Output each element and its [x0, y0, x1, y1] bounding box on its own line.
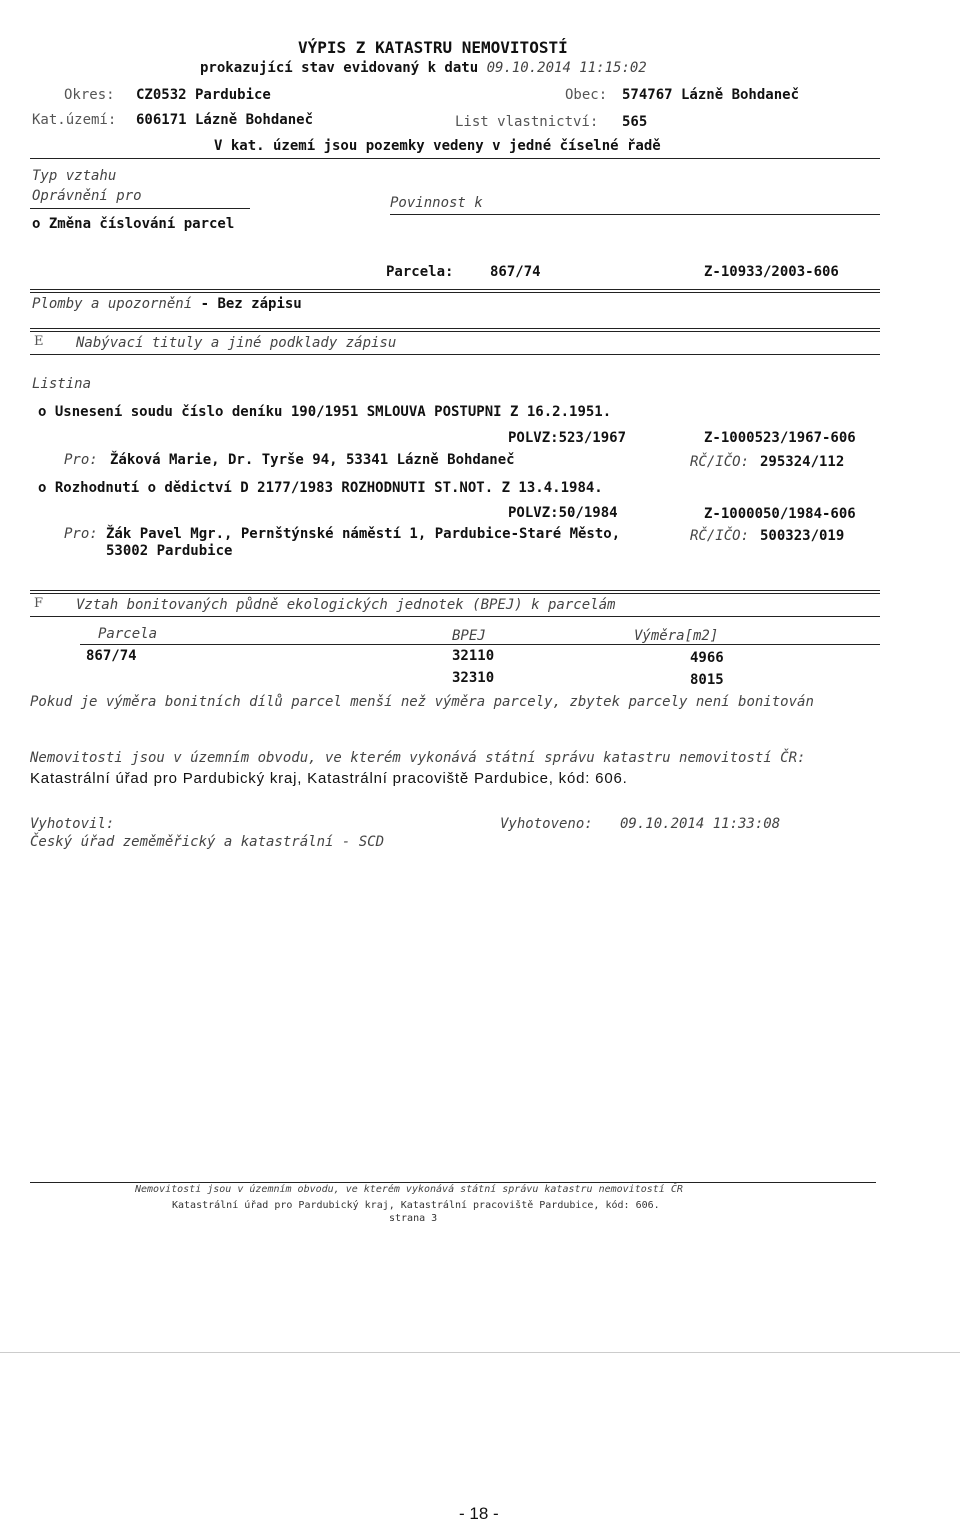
typ-vztahu-heading: Typ vztahu: [32, 168, 117, 184]
rc-ico-value: 295324/112: [760, 454, 845, 470]
subtitle-date: 09.10.2014 11:15:02: [486, 60, 647, 76]
divider: [30, 593, 880, 594]
vyhotovil-value: Český úřad zeměměřický a katastrální - SCD: [30, 834, 385, 850]
plomby-label: Plomby a upozornění: [32, 296, 193, 312]
pro-label: Pro:: [64, 526, 98, 542]
divider: [30, 289, 880, 290]
divider: [30, 590, 880, 591]
col-vymera-header: Výměra[m2]: [634, 628, 719, 644]
page-footer-strana: strana 3: [389, 1213, 438, 1224]
opravneni-pro-heading: Oprávnění pro: [32, 188, 142, 204]
section-f-title: Vztah bonitovaných půdně ekologických jednotek (BPEJ) k parcelám: [76, 597, 616, 613]
lv-label: List vlastnictví:: [455, 114, 599, 130]
col-parcela-header: Parcela: [98, 626, 158, 642]
pro-value: Žák Pavel Mgr., Pernštýnské náměstí 1, Pardubice-Staré Město,: [106, 526, 621, 542]
povinnost-k-heading: Povinnost k: [390, 195, 483, 211]
listina-heading: Listina: [32, 376, 92, 392]
katuzemi-label: Kat.území:: [32, 112, 117, 128]
subtitle-prefix: prokazující stav evidovaný k datu: [200, 60, 479, 76]
polvz-value: POLVZ:523/1967: [508, 430, 627, 446]
bpej-code: 32110: [452, 648, 495, 664]
okres-label: Okres:: [64, 87, 115, 103]
divider: [30, 208, 250, 209]
pro-value: Žáková Marie, Dr. Tyrše 94, 53341 Lázně Bohdaneč: [110, 452, 515, 468]
divider: [30, 354, 880, 355]
polvz-value: POLVZ:50/1984: [508, 505, 618, 521]
bpej-vymera: 4966: [690, 650, 724, 666]
divider: [30, 158, 880, 159]
vyhotoveno-value: 09.10.2014 11:33:08: [620, 816, 781, 832]
listina-item-text: o Usnesení soudu číslo deníku 190/1951 SMLOUVA POSTUPNI Z 16.2.1951.: [38, 404, 612, 420]
section-f-letter: F: [34, 596, 44, 611]
section-e-title: Nabývací tituly a jiné podklady zápisu: [76, 335, 397, 351]
lv-value: 565: [622, 114, 648, 130]
rc-ico-label: RČ/IČO:: [690, 454, 750, 470]
parcela-label: Parcela:: [386, 264, 454, 280]
plomby-value: - Bez zápisu: [200, 296, 302, 312]
divider: [30, 1182, 876, 1183]
okres-value: CZ0532 Pardubice: [136, 87, 271, 103]
document-title: VÝPIS Z KATASTRU NEMOVITOSTÍ: [298, 38, 568, 57]
divider: [80, 644, 880, 645]
katuzemi-value: 606171 Lázně Bohdaneč: [136, 112, 314, 128]
vyhotoveno-label: Vyhotoveno:: [500, 816, 593, 832]
vyhotovil-label: Vyhotovil:: [30, 816, 115, 832]
page-number: - 18 -: [459, 1504, 499, 1523]
rc-ico-label: RČ/IČO:: [690, 528, 750, 544]
bpej-vymera: 8015: [690, 672, 724, 688]
zmena-cislovani-item: o Změna číslování parcel: [32, 216, 235, 232]
katastr-office-name: Katastrální úřad pro Pardubický kraj, Katastrální pracoviště Pardubice, kód: 606.: [30, 770, 628, 787]
bonitace-note: Pokud je výměra bonitních dílů parcel menší než výměra parcely, zbytek parcely není bonitován: [30, 694, 814, 710]
divider: [30, 328, 880, 329]
obec-label: Obec:: [565, 87, 608, 103]
listina-reference: Z-1000050/1984-606: [704, 506, 856, 522]
kat-uzemi-note: V kat. území jsou pozemky vedeny v jedné číselné řadě: [214, 138, 661, 154]
divider: [390, 214, 880, 215]
rc-ico-value: 500323/019: [760, 528, 845, 544]
page-footer-office: Katastrální úřad pro Pardubický kraj, Katastrální pracoviště Pardubice, kód: 606.: [172, 1200, 660, 1211]
obec-value: 574767 Lázně Bohdaneč: [622, 87, 800, 103]
page-footer-note: Nemovitosti jsou v územním obvodu, ve kterém vykonává státní správu katastru nemovitostí ČR: [135, 1184, 683, 1195]
divider: [30, 331, 880, 332]
pro-label: Pro:: [64, 452, 98, 468]
zapis-reference: Z-10933/2003-606: [704, 264, 839, 280]
document-subtitle: [200, 60, 647, 76]
section-e-letter: E: [34, 334, 44, 349]
bpej-parcela: 867/74: [86, 648, 137, 664]
katastr-office-note: Nemovitosti jsou v územním obvodu, ve kterém vykonává státní správu katastru nemovitostí ČR:: [30, 750, 806, 766]
divider: [30, 616, 880, 617]
col-bpej-header: BPEJ: [452, 628, 486, 644]
divider: [0, 1352, 960, 1353]
plomby-row: [32, 296, 302, 312]
bpej-code: 32310: [452, 670, 495, 686]
divider: [30, 292, 880, 293]
parcela-value: 867/74: [490, 264, 541, 280]
listina-item-text: o Rozhodnutí o dědictví D 2177/1983 ROZHODNUTI ST.NOT. Z 13.4.1984.: [38, 480, 603, 496]
pro-value-line2: 53002 Pardubice: [106, 543, 233, 559]
listina-reference: Z-1000523/1967-606: [704, 430, 856, 446]
